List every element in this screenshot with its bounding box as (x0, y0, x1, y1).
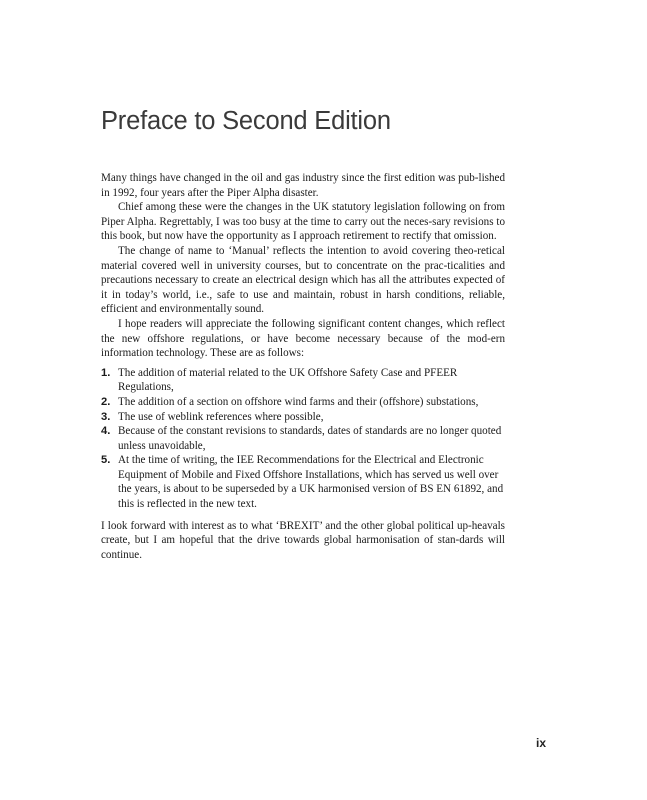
page-title: Preface to Second Edition (101, 107, 391, 136)
paragraph: I hope readers will appreciate the following significant content changes, which reflect the new offshore regulations, or have become necessary because of the mod-ern information technology. These are as follows: (101, 317, 505, 360)
closing-paragraph: I look forward with interest as to what ‘BREXIT’ and the other global political up-heavals create, but I am hopeful that the drive towards global harmonisation of stan-dards will continue. (101, 519, 505, 561)
list-item (101, 453, 505, 511)
paragraph: Chief among these were the changes in the UK statutory legislation following on from Piper Alpha. Regrettably, I was too busy at the time to carry out the neces-sary revisions to this book, but now have the opportunity as I approach retirement to rectify that omission. (101, 201, 505, 243)
list-item-number: 2. (101, 395, 111, 408)
list-item-text: Because of the constant revisions to standards, dates of standards are no longer quoted unless unavoidable, (118, 425, 502, 452)
list-item (101, 424, 505, 453)
list-item-number: 1. (101, 366, 111, 379)
list-item-text: The addition of material related to the UK Offshore Safety Case and PFEER Regulations, (118, 366, 458, 394)
list-item-text: The use of weblink references where possible, (118, 410, 324, 423)
list-item (101, 410, 505, 425)
list-item-number: 5. (101, 454, 111, 467)
list-item-number: 4. (101, 425, 111, 438)
list-item-number: 3. (101, 410, 111, 423)
list-item-text: At the time of writing, the IEE Recommendations for the Electrical and Electronic Equipment of Mobile and Fixed Offshore Installations, which has served us well over the years, is about to be superseded by a UK harmonised version of BS EN 61892, and this is reflected in the new text. (118, 454, 504, 511)
list-item-text: The addition of a section on offshore wind farms and their (offshore) substations, (118, 395, 479, 408)
list-item (101, 366, 505, 395)
page-number: ix (536, 736, 547, 750)
content-changes-list (101, 366, 505, 512)
list-item (101, 395, 505, 410)
preface-body (101, 171, 505, 562)
paragraph: The change of name to ‘Manual’ reflects the intention to avoid covering theo-retical material covered well in university courses, but to concentrate on the prac-ticalities and precautions necessary to create an electrical design which has all the attributes expected of it in today’s world, i.e., safe to use and maintain, robust in harsh conditions, reliable, efficient and environmentally sound. (101, 244, 505, 316)
paragraph: Many things have changed in the oil and gas industry since the first edition was pub-lished in 1992, four years after the Piper Alpha disaster. (101, 172, 505, 199)
